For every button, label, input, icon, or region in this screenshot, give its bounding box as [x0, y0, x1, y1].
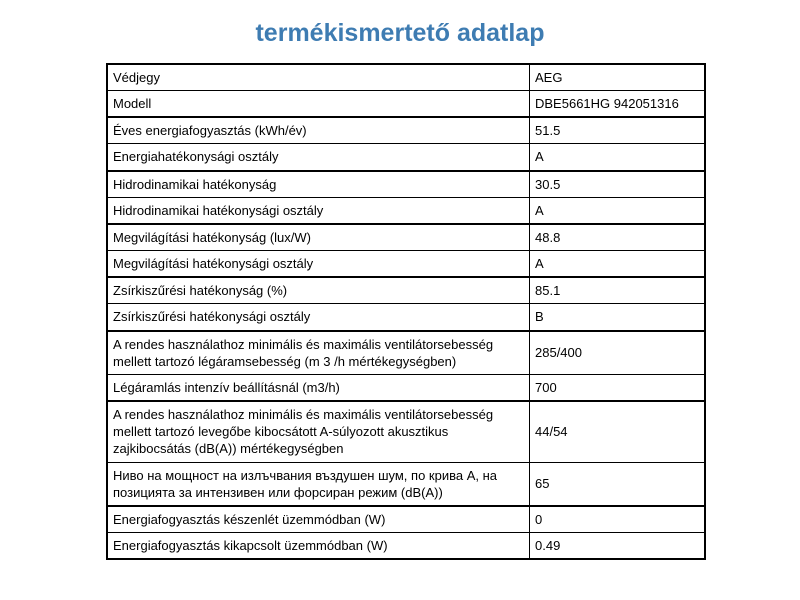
- spec-value: A: [530, 251, 706, 278]
- table-row: [107, 91, 705, 118]
- spec-value: 700: [530, 374, 706, 401]
- spec-label: A rendes használathoz minimális és maximális ventilátorsebesség mellett tartozó légáramsebesség (m 3 /h mértékegységben): [107, 331, 530, 375]
- product-spec-table: [106, 63, 706, 560]
- spec-value: 65: [530, 462, 706, 506]
- spec-value: 30.5: [530, 171, 706, 198]
- spec-label: Energiahatékonysági osztály: [107, 144, 530, 171]
- spec-value: 285/400: [530, 331, 706, 375]
- page-title: termékismertető adatlap: [255, 19, 545, 47]
- table-row: [107, 506, 705, 533]
- table-row: [107, 224, 705, 251]
- spec-value: 51.5: [530, 117, 706, 144]
- spec-value: AEG: [530, 64, 706, 91]
- spec-label: Védjegy: [107, 64, 530, 91]
- table-row: [107, 117, 705, 144]
- spec-table-body: [107, 64, 705, 559]
- spec-label: Energiafogyasztás kikapcsolt üzemmódban (W): [107, 532, 530, 559]
- spec-value: DBE5661HG 942051316: [530, 91, 706, 118]
- table-row: [107, 331, 705, 375]
- spec-value: 44/54: [530, 401, 706, 462]
- table-row: [107, 277, 705, 304]
- spec-label: Hidrodinamikai hatékonyság: [107, 171, 530, 198]
- spec-value: A: [530, 144, 706, 171]
- spec-label: Ниво на мощност на излъчвания въздушен шум, по крива А, на позицията за интензивен или форсиран режим (dB(A)): [107, 462, 530, 506]
- spec-value: B: [530, 304, 706, 331]
- spec-label: Légáramlás intenzív beállításnál (m3/h): [107, 374, 530, 401]
- spec-label: Megvilágítási hatékonyság (lux/W): [107, 224, 530, 251]
- table-row: [107, 251, 705, 278]
- table-row: [107, 144, 705, 171]
- spec-label: Zsírkiszűrési hatékonysági osztály: [107, 304, 530, 331]
- spec-label: Zsírkiszűrési hatékonyság (%): [107, 277, 530, 304]
- spec-value: 48.8: [530, 224, 706, 251]
- table-row: [107, 462, 705, 506]
- spec-label: Modell: [107, 91, 530, 118]
- spec-label: Energiafogyasztás készenlét üzemmódban (W): [107, 506, 530, 533]
- table-row: [107, 64, 705, 91]
- spec-label: Megvilágítási hatékonysági osztály: [107, 251, 530, 278]
- spec-label: Hidrodinamikai hatékonysági osztály: [107, 197, 530, 224]
- table-row: [107, 197, 705, 224]
- table-row: [107, 401, 705, 462]
- spec-value: 0.49: [530, 532, 706, 559]
- spec-label: A rendes használathoz minimális és maximális ventilátorsebesség mellett tartozó levegőbe kibocsátott A-súlyozott akusztikus zajkibocsátás (dB(A)) mértékegységben: [107, 401, 530, 462]
- spec-label: Éves energiafogyasztás (kWh/év): [107, 117, 530, 144]
- table-row: [107, 532, 705, 559]
- spec-value: 0: [530, 506, 706, 533]
- table-row: [107, 304, 705, 331]
- table-row: [107, 374, 705, 401]
- spec-value: A: [530, 197, 706, 224]
- spec-value: 85.1: [530, 277, 706, 304]
- table-row: [107, 171, 705, 198]
